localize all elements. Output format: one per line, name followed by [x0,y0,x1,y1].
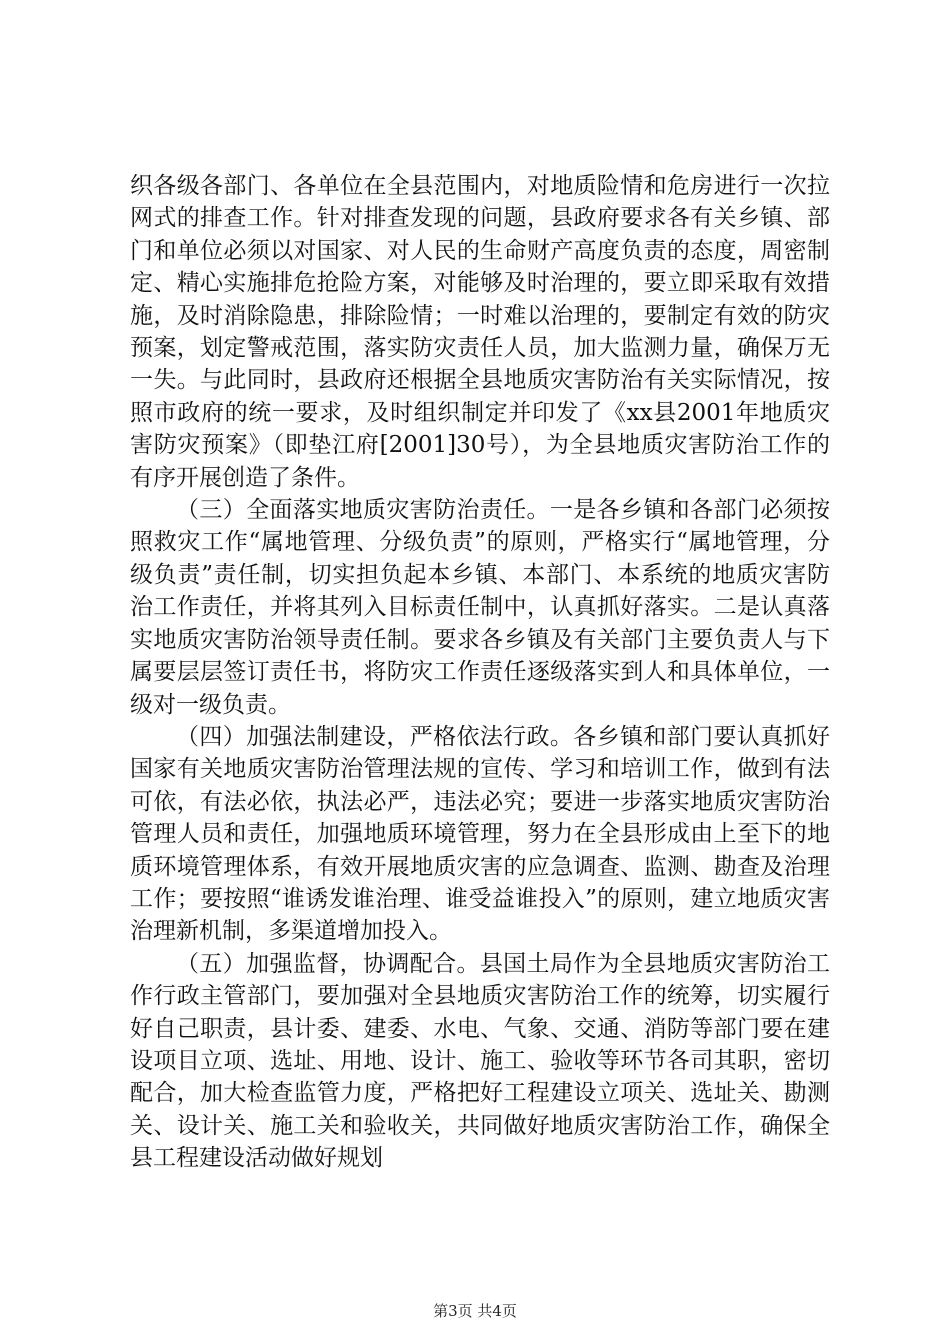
paragraph-section-3: （三）全面落实地质灾害防治责任。一是各乡镇和各部门必须按照救灾工作“属地管理、分级负责”的原则，严格实行“属地管理，分级负责”责任制，切实担负起本乡镇、本部门、本系统的地质灾害防治工作责任，并将其列入目标责任制中，认真抓好落实。二是认真落实地质灾害防治领导责任制。要求各乡镇及有关部门主要负责人与下属要层层签订责任书，将防灾工作责任逐级落实到人和具体单位，一级对一级负责。 [130,497,830,718]
page-number-footer: 第3页 共4页 [433,1302,517,1320]
paragraph-section-5: （五）加强监督，协调配合。县国土局作为全县地质灾害防治工作行政主管部门，要加强对全县地质灾害防治工作的统筹，切实履行好自己职责，县计委、建委、水电、气象、交通、消防等部门要在建设项目立项、选址、用地、设计、施工、验收等环节各司其职，密切配合，加大检查监管力度，严格把好工程建设立项关、选址关、勘测关、设计关、施工关和验收关，共同做好地质灾害防治工作，确保全县工程建设活动做好规划 [130,950,830,1172]
paragraph-continuation: 织各级各部门、各单位在全县范围内，对地质险情和危房进行一次拉网式的排查工作。针对排查发现的问题，县政府要求各有关乡镇、部门和单位必须以对国家、对人民的生命财产高度负责的态度，周密制定、精心实施排危抢险方案，对能够及时治理的，要立即采取有效措施，及时消除隐患，排除险情；一时难以治理的，要制定有效的防灾预案，划定警戒范围，落实防灾责任人员，加大监测力量，确保万无一失。与此同时，县政府还根据全县地质灾害防治有关实际情况，按照市政府的统一要求，及时组织制定并印发了《xx县2001年地质灾害防灾预案》（即垫江府[2001]30号），为全县地质灾害防治工作的有序开展创造了条件。 [130,173,830,491]
document-body [130,170,830,1175]
paragraph-section-4: （四）加强法制建设，严格依法行政。各乡镇和部门要认真抓好国家有关地质灾害防治管理法规的宣传、学习和培训工作，做到有法可依，有法必依，执法必严，违法必究；要进一步落实地质灾害防治管理人员和责任，加强地质环境管理，努力在全县形成由上至下的地质环境管理体系，有效开展地质灾害的应急调查、监测、勘查及治理工作；要按照“谁诱发谁治理、谁受益谁投入”的原则，建立地质灾害治理新机制，多渠道增加投入。 [130,723,830,945]
